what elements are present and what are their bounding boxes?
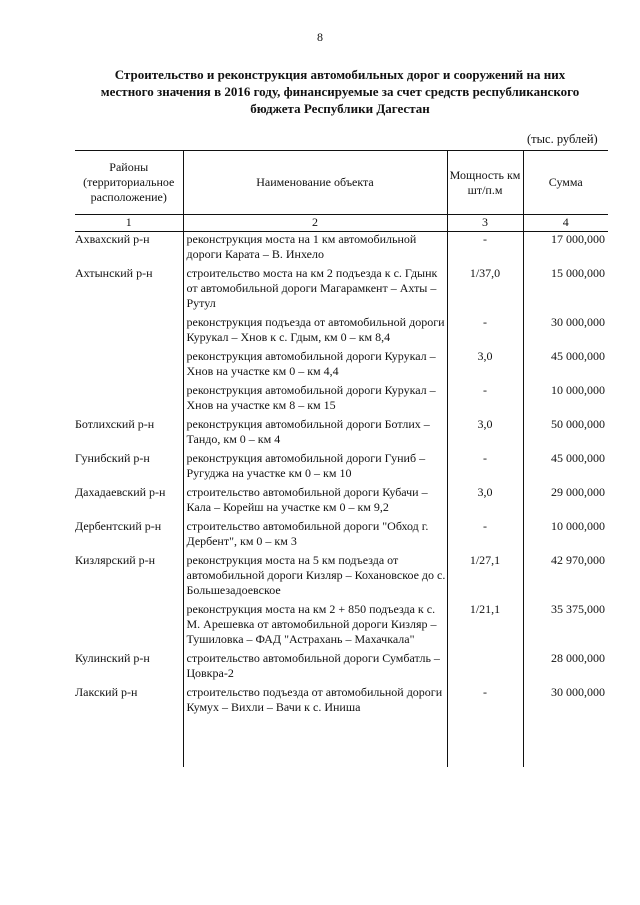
district-cell: Гунибский р-н (75, 451, 150, 465)
table-row (75, 685, 608, 719)
empty-cell (447, 719, 523, 767)
power-cell: 1/27,1 (447, 553, 523, 602)
object-name-cell: строительство автомобильной дороги "Обход г. Дербент", км 0 – км 3 (183, 519, 447, 553)
header-district: Районы (территориальное расположение) (75, 151, 183, 215)
table-row (75, 519, 608, 553)
table-row (75, 349, 608, 383)
page-number: 8 (317, 30, 323, 44)
column-number: 2 (183, 215, 447, 232)
sum-cell: 30 000,000 (551, 315, 605, 329)
object-name-cell: реконструкция подъезда от автомобильной дороги Курукал – Хнов к с. Гдым, км 0 – км 8,4 (183, 315, 447, 349)
column-number: 3 (447, 215, 523, 232)
sum-cell: 45 000,000 (551, 349, 605, 363)
power-cell: - (447, 451, 523, 485)
district-cell: Лакский р-н (75, 685, 138, 699)
column-number-row (75, 215, 608, 232)
header-power: Мощность км шт/п.м (447, 151, 523, 215)
object-name-cell: строительство автомобильной дороги Кубачи – Кала – Корейш на участке км 0 – км 9,2 (183, 485, 447, 519)
district-cell: Кизлярский р-н (75, 553, 156, 567)
units-label: (тыс. рублей) (527, 132, 598, 146)
table-row (75, 315, 608, 349)
table-row (75, 383, 608, 417)
document-title (80, 66, 600, 117)
object-name-cell: реконструкция автомобильной дороги Курукал – Хнов на участке км 0 – км 4,4 (183, 349, 447, 383)
power-cell: - (447, 685, 523, 719)
district-cell: Дахадаевский р-н (75, 485, 166, 499)
object-name-cell: строительство подъезда от автомобильной дороги Кумух – Вихли – Вачи к с. Иниша (183, 685, 447, 719)
empty-cell (183, 719, 447, 767)
sum-cell: 17 000,000 (551, 232, 605, 246)
power-cell: 3,0 (447, 349, 523, 383)
roads-table (75, 150, 608, 767)
column-number: 4 (523, 215, 608, 232)
object-name-cell: строительство автомобильной дороги Сумбатль – Цовкра-2 (183, 651, 447, 685)
sum-cell: 45 000,000 (551, 451, 605, 465)
district-cell (75, 349, 183, 383)
sum-cell: 10 000,000 (551, 519, 605, 533)
power-cell (447, 651, 523, 685)
header-sum: Сумма (523, 151, 608, 215)
power-cell: 1/37,0 (447, 266, 523, 315)
title-line-3: бюджета Республики Дагестан (250, 101, 430, 116)
power-cell: - (447, 232, 523, 267)
sum-cell: 15 000,000 (551, 266, 605, 280)
district-cell (75, 602, 183, 651)
district-cell (75, 315, 183, 349)
power-cell: - (447, 315, 523, 349)
empty-cell (75, 719, 183, 767)
sum-cell: 28 000,000 (551, 651, 605, 665)
power-cell: 3,0 (447, 417, 523, 451)
table-tail-row (75, 719, 608, 767)
power-cell: 3,0 (447, 485, 523, 519)
table-row (75, 451, 608, 485)
table-row (75, 266, 608, 315)
sum-cell: 10 000,000 (551, 383, 605, 397)
table-row (75, 651, 608, 685)
object-name-cell: строительство моста на км 2 подъезда к с. Гдынк от автомобильной дороги Магарамкент – Ахты – Рутул (183, 266, 447, 315)
district-cell: Ахвахский р-н (75, 232, 150, 246)
table-row (75, 485, 608, 519)
district-cell: Кулинский р-н (75, 651, 150, 665)
object-name-cell: реконструкция моста на км 2 + 850 подъезда к с. М. Арешевка от автомобильной дороги Кизляр – Тушиловка – ФАД "Астрахань – Махачкала" (183, 602, 447, 651)
object-name-cell: реконструкция автомобильной дороги Курукал – Хнов на участке км 8 – км 15 (183, 383, 447, 417)
district-cell: Дербентский р-н (75, 519, 162, 533)
object-name-cell: реконструкция моста на 5 км подъезда от автомобильной дороги Кизляр – Кохановское до с. Большезадоевское (183, 553, 447, 602)
object-name-cell: реконструкция моста на 1 км автомобильной дороги Карата – В. Инхело (183, 232, 447, 267)
power-cell: 1/21,1 (447, 602, 523, 651)
title-line-1: Строительство и реконструкция автомобильных дорог и сооружений на них (114, 67, 566, 82)
object-name-cell: реконструкция автомобильной дороги Ботлих – Тандо, км 0 – км 4 (183, 417, 447, 451)
district-cell: Ахтынский р-н (75, 266, 153, 280)
title-line-2: местного значения в 2016 году, финансируемые за счет средств республиканского (100, 84, 580, 99)
sum-cell: 42 970,000 (551, 553, 605, 567)
table-row (75, 602, 608, 651)
table-header-row (75, 151, 608, 215)
district-cell: Ботлихский р-н (75, 417, 155, 431)
object-name-cell: реконструкция автомобильной дороги Гуниб – Ругуджа на участке км 0 – км 10 (183, 451, 447, 485)
table-row (75, 553, 608, 602)
district-cell (75, 383, 183, 417)
table-row (75, 232, 608, 267)
sum-cell: 30 000,000 (551, 685, 605, 699)
column-number: 1 (75, 215, 183, 232)
sum-cell: 50 000,000 (551, 417, 605, 431)
table-row (75, 417, 608, 451)
power-cell: - (447, 383, 523, 417)
power-cell: - (447, 519, 523, 553)
sum-cell: 35 375,000 (551, 602, 605, 616)
sum-cell: 29 000,000 (551, 485, 605, 499)
empty-cell (523, 719, 608, 767)
header-object: Наименование объекта (183, 151, 447, 215)
